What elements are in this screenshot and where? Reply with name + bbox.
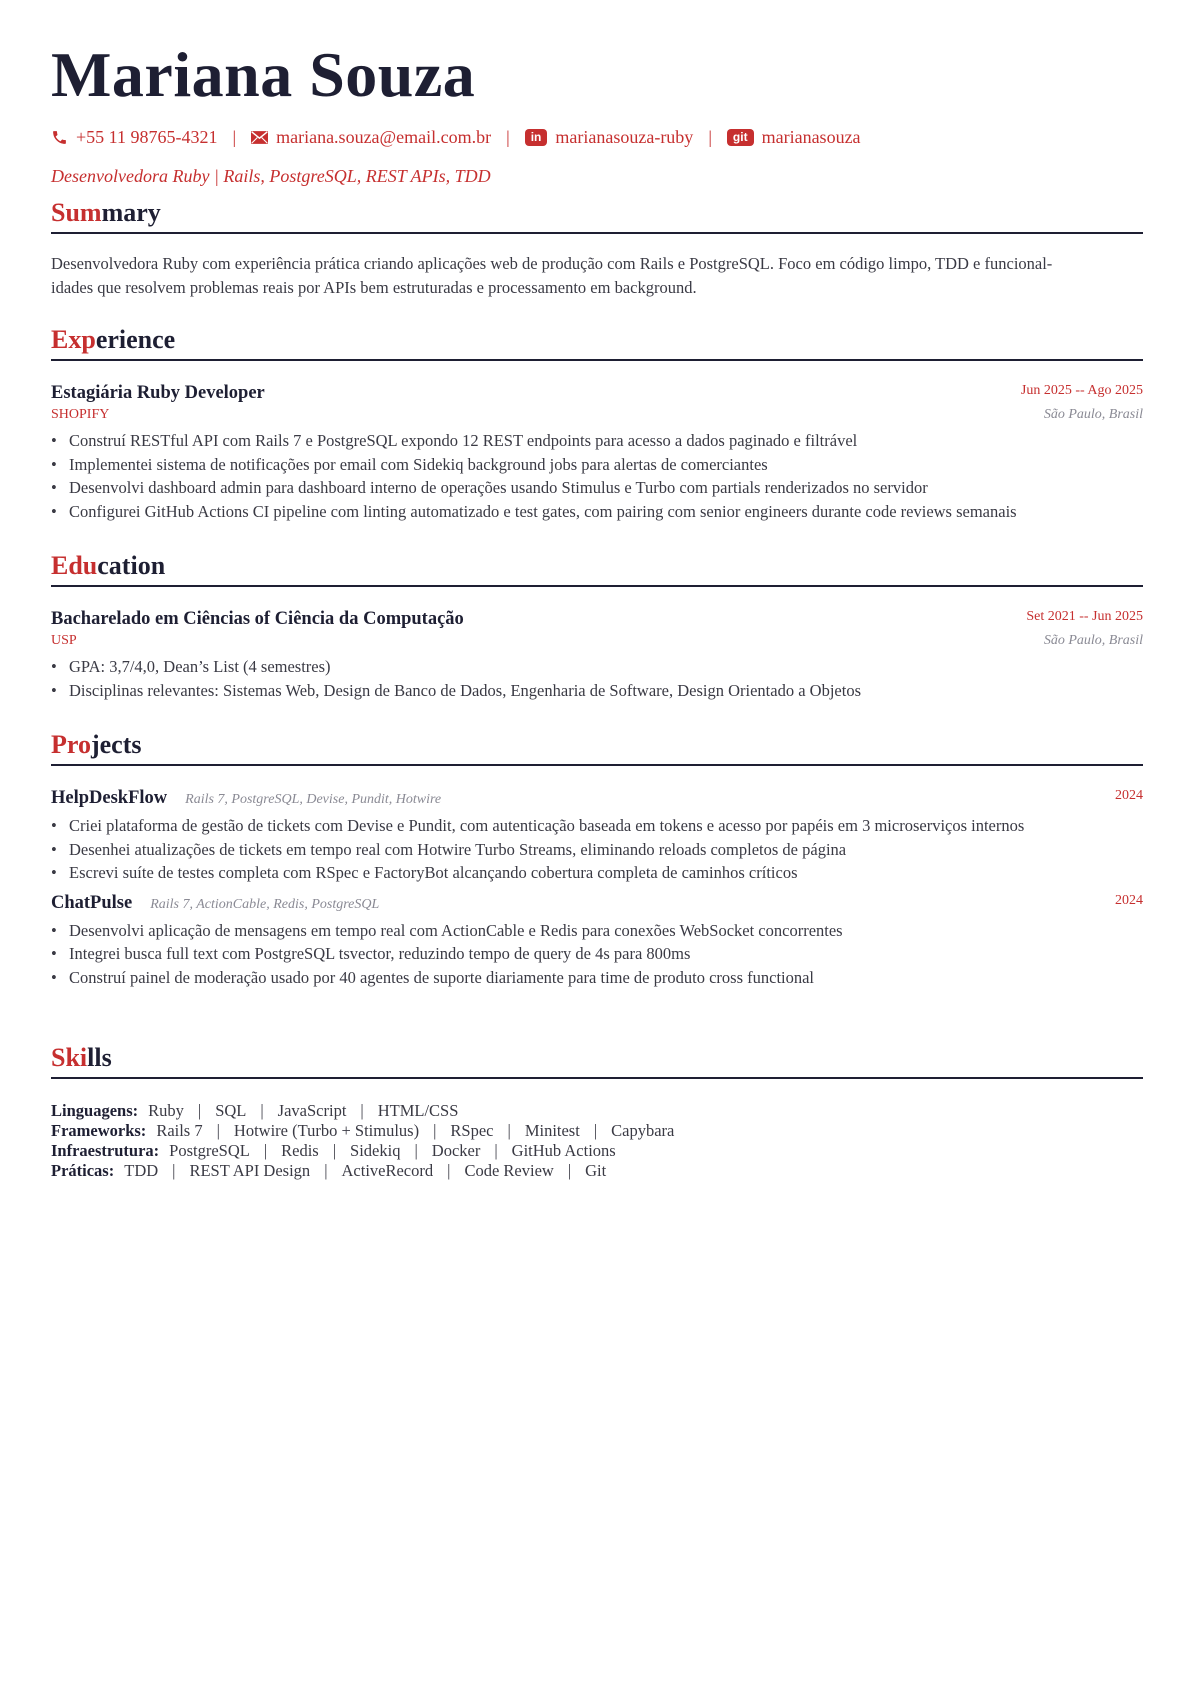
section-summary — [51, 196, 1143, 300]
separator: | — [324, 1161, 328, 1180]
separator: | — [567, 1161, 572, 1180]
bullet-list — [51, 655, 1143, 702]
skill-item: Rails 7 — [156, 1121, 203, 1140]
job-dates: Jun 2025 -- Ago 2025 — [1020, 383, 1143, 398]
skill-item: Capybara — [611, 1121, 675, 1140]
skill-item: Git — [585, 1161, 607, 1180]
school-name: USP — [51, 633, 77, 648]
skill-item: Minitest — [524, 1121, 580, 1140]
linkedin-icon: in — [525, 129, 548, 146]
phone-text: +55 11 98765-4321 — [76, 126, 218, 147]
experience-entry — [51, 381, 1143, 523]
skill-row — [51, 1121, 1143, 1141]
skill-item: JavaScript — [277, 1101, 347, 1120]
section-title: Skills — [51, 1041, 1143, 1079]
skill-category-label: Frameworks: — [51, 1121, 147, 1140]
list-item: • Configurei GitHub Actions CI pipeline com linting automatizado e test gates, com pairing com senior engineers durante code reviews semanais — [51, 500, 1143, 524]
education-dates: Set 2021 -- Jun 2025 — [1026, 609, 1143, 624]
project-tech: Rails 7, ActionCable, Redis, PostgreSQL — [150, 896, 380, 912]
skill-item: TDD — [124, 1161, 159, 1180]
list-item: • Criei plataforma de gestão de tickets com Devise e Pundit, com autenticação baseada em tokens e acesso por papéis em 3 microserviços internos — [51, 814, 1143, 838]
candidate-name — [51, 38, 1143, 112]
list-item: • Desenvolvi aplicação de mensagens em tempo real com ActionCable e Redis para conexões WebSocket concorrentes — [51, 919, 1143, 943]
section-projects — [51, 728, 1143, 989]
company-name: SHOPIFY — [51, 407, 110, 422]
skill-item: REST API Design — [189, 1161, 311, 1180]
section-title: Projects — [51, 728, 1143, 766]
separator: | — [433, 1121, 437, 1140]
skill-row — [51, 1141, 1143, 1161]
bullet-list — [51, 814, 1143, 885]
resume-page — [51, 38, 1143, 1180]
skill-item: GitHub Actions — [511, 1141, 616, 1160]
section-title: Experience — [51, 323, 1143, 361]
skill-item: Sidekiq — [350, 1141, 401, 1160]
separator: | — [263, 1141, 268, 1160]
separator: | — [494, 1141, 498, 1160]
separator: | — [360, 1101, 364, 1120]
bullet-list — [51, 919, 1143, 990]
skill-item: Docker — [431, 1141, 481, 1160]
skills-list — [51, 1101, 1143, 1181]
separator: | — [414, 1141, 418, 1160]
education-entry — [51, 607, 1143, 702]
skill-category-label: Práticas: — [51, 1161, 115, 1180]
bullet-list — [51, 429, 1143, 523]
separator: | — [506, 126, 510, 147]
phone-icon — [51, 129, 68, 146]
project-entry — [51, 891, 1143, 990]
project-tech: Rails 7, PostgreSQL, Devise, Pundit, Hotwire — [185, 792, 442, 807]
separator: | — [260, 1101, 264, 1120]
list-item: • Integrei busca full text com PostgreSQL tsvector, reduzindo tempo de query de 4s para 800ms — [51, 942, 1143, 966]
project-year: 2024 — [1115, 892, 1143, 908]
job-location: São Paulo, Brasil — [1043, 407, 1143, 422]
separator: | — [172, 1161, 176, 1180]
section-skills — [51, 1041, 1143, 1181]
list-item: • Escrevi suíte de testes completa com RSpec e FactoryBot alcançando cobertura completa de caminhos críticos — [51, 861, 1143, 885]
separator: | — [507, 1121, 511, 1140]
github-icon: git — [727, 129, 754, 146]
list-item: • Desenhei atualizações de tickets em tempo real com Hotwire Turbo Streams, eliminando reloads completos de página — [51, 838, 1143, 862]
project-entry — [51, 786, 1143, 885]
skill-item: Redis — [281, 1141, 319, 1160]
separator: | — [708, 126, 712, 147]
skill-item: Code Review — [464, 1161, 554, 1180]
job-title: Estagiária Ruby Developer — [51, 383, 265, 403]
degree-title: Bacharelado em Ciências of Ciência da Computação — [51, 609, 464, 629]
skill-item: RSpec — [450, 1121, 494, 1140]
first-name: Mariana — [51, 39, 293, 110]
skill-item: Ruby — [148, 1101, 184, 1120]
separator: | — [447, 1161, 451, 1180]
tagline: Desenvolvedora Ruby | Rails, PostgreSQL, REST APIs, TDD — [51, 166, 491, 186]
contact-phone[interactable] — [51, 127, 217, 148]
contact-github[interactable] — [727, 127, 861, 148]
skill-row — [51, 1161, 1143, 1181]
skill-item: ActiveRecord — [341, 1161, 434, 1180]
skill-item: HTML/CSS — [377, 1101, 459, 1120]
skill-item: SQL — [215, 1101, 247, 1120]
separator: | — [216, 1121, 220, 1140]
section-title: Education — [51, 549, 1143, 587]
list-item: • GPA: 3,7/4,0, Dean’s List (4 semestres) — [51, 655, 1143, 679]
school-location: São Paulo, Brasil — [1043, 633, 1143, 648]
envelope-icon — [251, 131, 268, 144]
section-title: Summary — [51, 196, 1143, 234]
email-text: mariana.souza@email.com.br — [276, 126, 492, 147]
list-item: • Desenvolvi dashboard admin para dashboard interno de operações usando Stimulus e Turbo com partials renderizados no servidor — [51, 476, 1143, 500]
skill-category-label: Linguagens: — [51, 1101, 139, 1120]
separator: | — [332, 1141, 337, 1160]
linkedin-text: marianasouza-ruby — [555, 126, 694, 147]
contact-line — [51, 124, 1143, 150]
project-name: HelpDeskFlow — [51, 788, 168, 808]
separator: | — [232, 126, 237, 147]
contact-email[interactable] — [251, 127, 491, 148]
section-education — [51, 549, 1143, 702]
skill-row — [51, 1101, 1143, 1121]
project-name: ChatPulse — [51, 892, 133, 913]
project-year: 2024 — [1115, 788, 1143, 803]
skill-category-label: Infraestrutura: — [51, 1141, 160, 1160]
contact-linkedin[interactable] — [525, 127, 694, 148]
last-name: Souza — [309, 39, 476, 110]
section-experience — [51, 323, 1143, 523]
list-item: • Disciplinas relevantes: Sistemas Web, Design de Banco de Dados, Engenharia de Software, Design Orientado a Objetos — [51, 679, 1143, 703]
github-text: marianasouza — [761, 126, 861, 147]
summary-text: Desenvolvedora Ruby com experiência prática criando aplicações web de produção com Rails e PostgreSQL. Foco em código limpo, TDD e funcional- idades que resolvem problemas reais por APIs bem estruturadas e processamento em background. — [51, 254, 1053, 297]
separator: | — [593, 1121, 598, 1140]
skill-item: PostgreSQL — [169, 1141, 250, 1160]
skill-item: Hotwire (Turbo + Stimulus) — [233, 1121, 420, 1140]
separator: | — [197, 1101, 202, 1120]
list-item: • Implementei sistema de notificações por email com Sidekiq background jobs para alertas de comerciantes — [51, 453, 1143, 477]
list-item: • Construí RESTful API com Rails 7 e PostgreSQL expondo 12 REST endpoints para acesso a dados paginado e filtrável — [51, 429, 1143, 453]
list-item: • Construí painel de moderação usado por 40 agentes de suporte diariamente para time de produto cross functional — [51, 966, 1143, 990]
